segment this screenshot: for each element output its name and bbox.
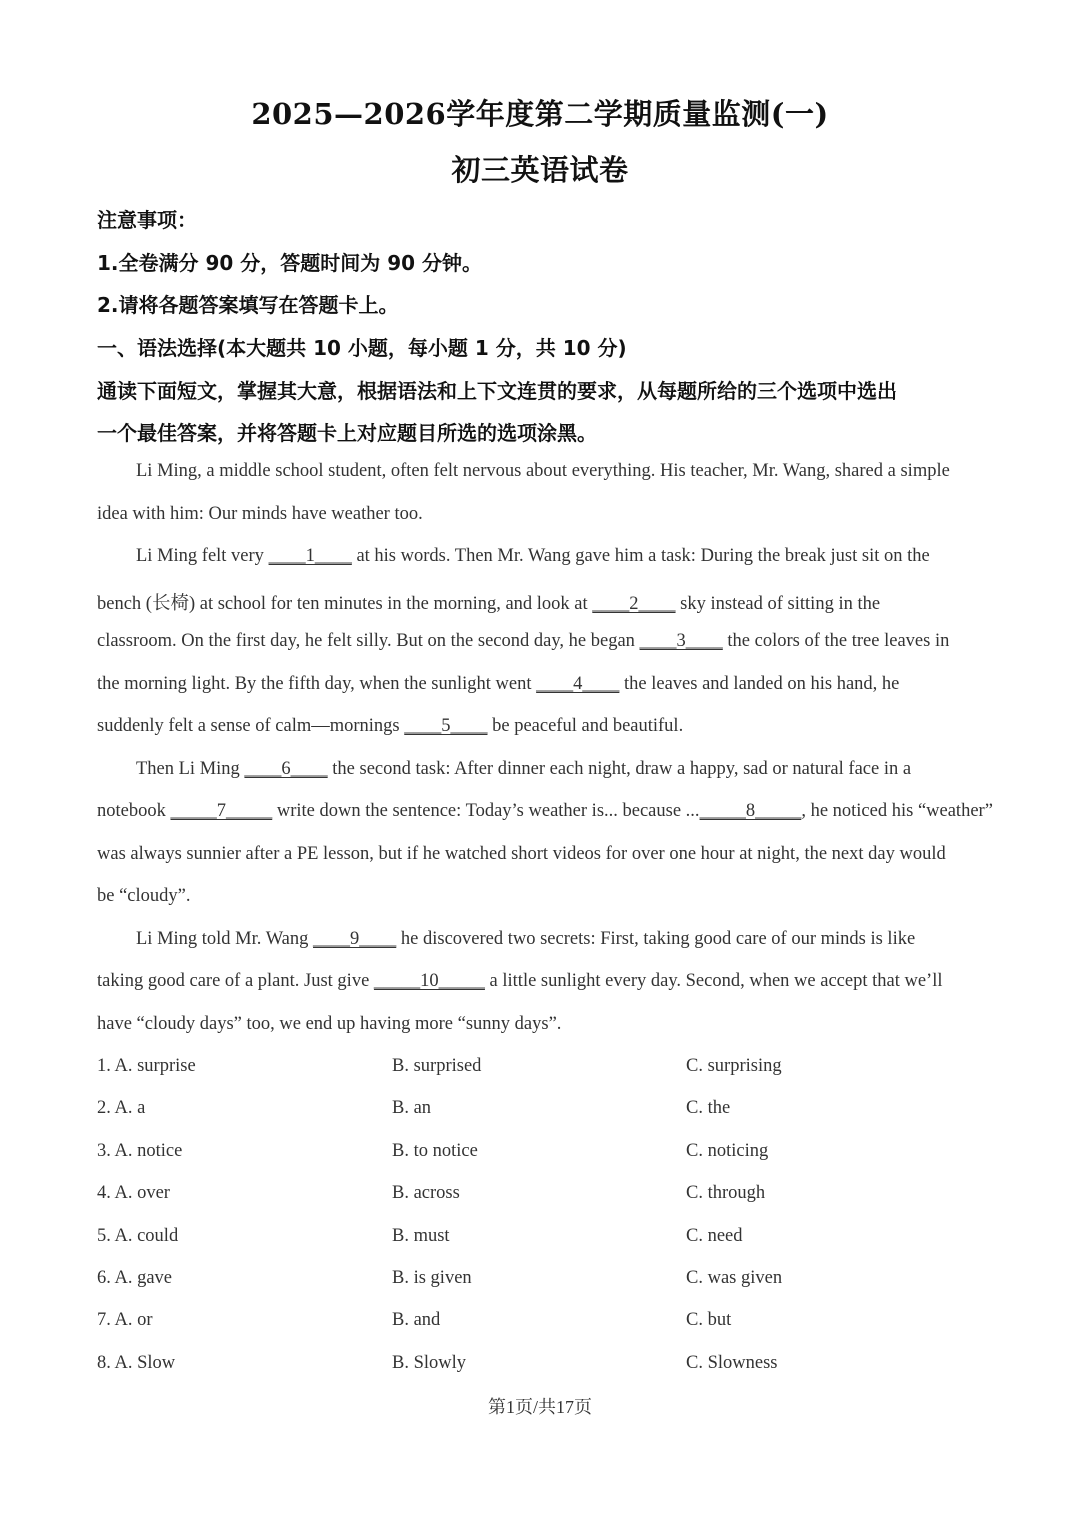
option-c: C. noticing xyxy=(686,1141,769,1161)
exam-subtitle: 初三英语试卷 xyxy=(451,153,629,187)
passage-line xyxy=(97,589,880,615)
notes-item-2: 2.请将各题答案填写在答题卡上。 xyxy=(97,293,399,317)
blank-4: ____4____ xyxy=(536,674,620,694)
passage-text: a little sunlight every day. Second, when we accept that we’ll xyxy=(484,971,943,991)
blank-2: ____2____ xyxy=(592,594,676,614)
passage-text: the second task: After dinner each night, draw a happy, sad or natural face in a xyxy=(327,759,912,779)
passage-text: he discovered two secrets: First, taking good care of our minds is like xyxy=(396,929,916,949)
notes-item-1: 1.全卷满分 90 分，答题时间为 90 分钟。 xyxy=(97,251,483,275)
option-a: 5. A. could xyxy=(97,1226,179,1246)
passage-line: have “cloudy days” too, we end up having more “sunny days”. xyxy=(97,1014,562,1034)
option-b: B. surprised xyxy=(392,1056,482,1076)
passage-line xyxy=(136,759,911,780)
passage-line: Li Ming, a middle school student, often felt nervous about everything. His teacher, Mr. Wang, shared a simple xyxy=(136,461,950,481)
passage-text: at his words. Then Mr. Wang gave him a task: During the break just sit on the xyxy=(351,546,930,566)
passage-text: suddenly felt a sense of calm—mornings xyxy=(97,716,405,736)
passage-line xyxy=(136,546,930,567)
passage-text: Li Ming told Mr. Wang xyxy=(136,929,314,949)
passage-line xyxy=(97,801,993,822)
option-a: 1. A. surprise xyxy=(97,1056,196,1076)
passage-text: bench (长椅) at school for ten minutes in the morning, and look at xyxy=(97,594,593,614)
passage-text: write down the sentence: Today’s weather is... because ... xyxy=(272,801,700,821)
page-number: 第1页/共17页 xyxy=(487,1397,592,1417)
blank-9: ____9____ xyxy=(313,929,397,949)
passage-text: be peaceful and beautiful. xyxy=(487,716,684,736)
blank-3: ____3____ xyxy=(639,631,723,651)
option-c: C. the xyxy=(686,1098,731,1118)
passage-line xyxy=(97,971,942,992)
passage-line xyxy=(136,929,915,950)
passage-text: the colors of the tree leaves in xyxy=(722,631,950,651)
option-c: C. but xyxy=(686,1310,732,1330)
option-c: C. was given xyxy=(686,1268,783,1288)
option-b: B. an xyxy=(392,1098,432,1118)
passage-text: the morning light. By the fifth day, when the sunlight went xyxy=(97,674,537,694)
option-c: C. Slowness xyxy=(686,1353,778,1373)
option-b: B. must xyxy=(392,1226,450,1246)
passage-line xyxy=(97,716,683,737)
notes-heading: 注意事项： xyxy=(97,208,197,232)
option-a: 2. A. a xyxy=(97,1098,146,1118)
option-a: 6. A. gave xyxy=(97,1268,173,1288)
passage-text: sky instead of sitting in the xyxy=(675,594,881,614)
option-a: 4. A. over xyxy=(97,1183,170,1203)
option-b: B. and xyxy=(392,1310,441,1330)
blank-7: _____7_____ xyxy=(170,801,273,821)
passage-line xyxy=(97,674,899,695)
option-a: 3. A. notice xyxy=(97,1141,183,1161)
blank-1: ____1____ xyxy=(268,546,352,566)
section-heading: 一、语法选择(本大题共 10 小题，每小题 1 分，共 10 分) xyxy=(97,336,627,360)
blank-8: _____8_____ xyxy=(699,801,802,821)
section-instruction-line-2: 一个最佳答案，并将答题卡上对应题目所选的选项涂黑。 xyxy=(97,421,597,445)
option-b: B. Slowly xyxy=(392,1353,467,1373)
passage-text: Li Ming felt very xyxy=(136,546,269,566)
blank-5: ____5____ xyxy=(404,716,488,736)
passage-line: be “cloudy”. xyxy=(97,886,191,906)
option-c: C. surprising xyxy=(686,1056,782,1076)
section-instruction-line-1: 通读下面短文，掌握其大意，根据语法和上下文连贯的要求，从每题所给的三个选项中选出 xyxy=(97,379,897,403)
passage-text: , he noticed his “weather” xyxy=(801,801,993,821)
option-b: B. across xyxy=(392,1183,460,1203)
passage-text: taking good care of a plant. Just give xyxy=(97,971,374,991)
passage-text: classroom. On the first day, he felt silly. But on the second day, he began xyxy=(97,631,640,651)
option-b: B. is given xyxy=(392,1268,472,1288)
option-a: 8. A. Slow xyxy=(97,1353,176,1373)
option-c: C. need xyxy=(686,1226,743,1246)
passage-line: idea with him: Our minds have weather too. xyxy=(97,504,423,524)
blank-6: ____6____ xyxy=(244,759,328,779)
passage-text: Then Li Ming xyxy=(136,759,245,779)
passage-text: notebook xyxy=(97,801,171,821)
blank-10: _____10_____ xyxy=(373,971,485,991)
passage-line xyxy=(97,631,949,652)
exam-title: 2025—2026学年度第二学期质量监测(一) xyxy=(251,97,829,131)
passage-line: was always sunnier after a PE lesson, but if he watched short videos for over one hour at night, the next day would xyxy=(97,844,946,864)
passage-text: the leaves and landed on his hand, he xyxy=(619,674,900,694)
option-c: C. through xyxy=(686,1183,766,1203)
option-b: B. to notice xyxy=(392,1141,478,1161)
option-a: 7. A. or xyxy=(97,1310,153,1330)
